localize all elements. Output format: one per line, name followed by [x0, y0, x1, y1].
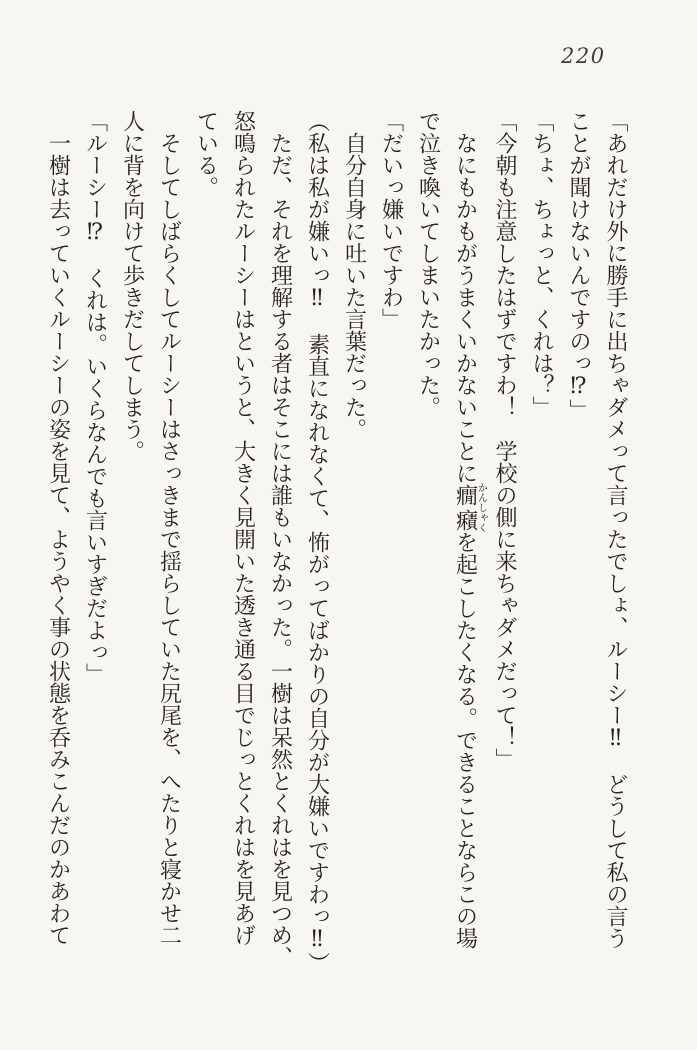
text-column: 人に背を向けて歩きだしてしまう。: [119, 110, 145, 462]
text-column: 「今朝も注意したはずですわ！ 学校の側に来ちゃダメだって！」: [492, 110, 517, 770]
text-column: ことが聞けないんですのっ⁉」: [566, 110, 591, 421]
text-column: （私は私が嫌いっ‼ 素直になれなくて、怖がってばかりの自分が大嫌いですわっ‼）: [304, 110, 330, 974]
text-body: [40, 110, 634, 972]
text-column: 怒鳴られたルーシーはというと、大きく見開いた透き通る目でじっとくれはを見あげ: [230, 110, 256, 946]
text-column: そしてしばらくしてルーシーはさっきまで揺らしていた尻尾を、へたりと寝かせ二: [156, 132, 182, 946]
text-column: 自分自身に吐いた言葉だった。: [341, 132, 367, 440]
text-column: ただ、それを理解する者はそこには誰もいなかった。一樹は呆然とくれはを見つめ、: [267, 132, 293, 968]
text-column: なにもかもがうまくいかないことに癇癪かんしゃくを起こしたくなる。できることならこの場: [452, 132, 487, 949]
text-column: で泣き喚いてしまいたかった。: [415, 110, 441, 418]
text-column: 「だいっ嫌いですわ」: [378, 110, 404, 330]
page-number: 220: [561, 44, 606, 68]
text-column: 「ルーシー⁉ くれは。いくらなんでも言いすぎだよっ」: [82, 110, 108, 685]
text-column: 「あれだけ外に勝手に出ちゃダメって言ったでしょ、ルーシー‼ どうして私の言う: [603, 110, 628, 949]
furigana-ruby: 癇癪かんしゃく: [452, 482, 487, 533]
text-column: 一樹は去っていくルーシーの姿を見て、ようやく事の状態を呑みこんだのかあわて: [45, 132, 71, 946]
text-column: ている。: [193, 110, 219, 198]
text-column: 「ちょ、ちょっと、くれは？」: [529, 110, 554, 418]
